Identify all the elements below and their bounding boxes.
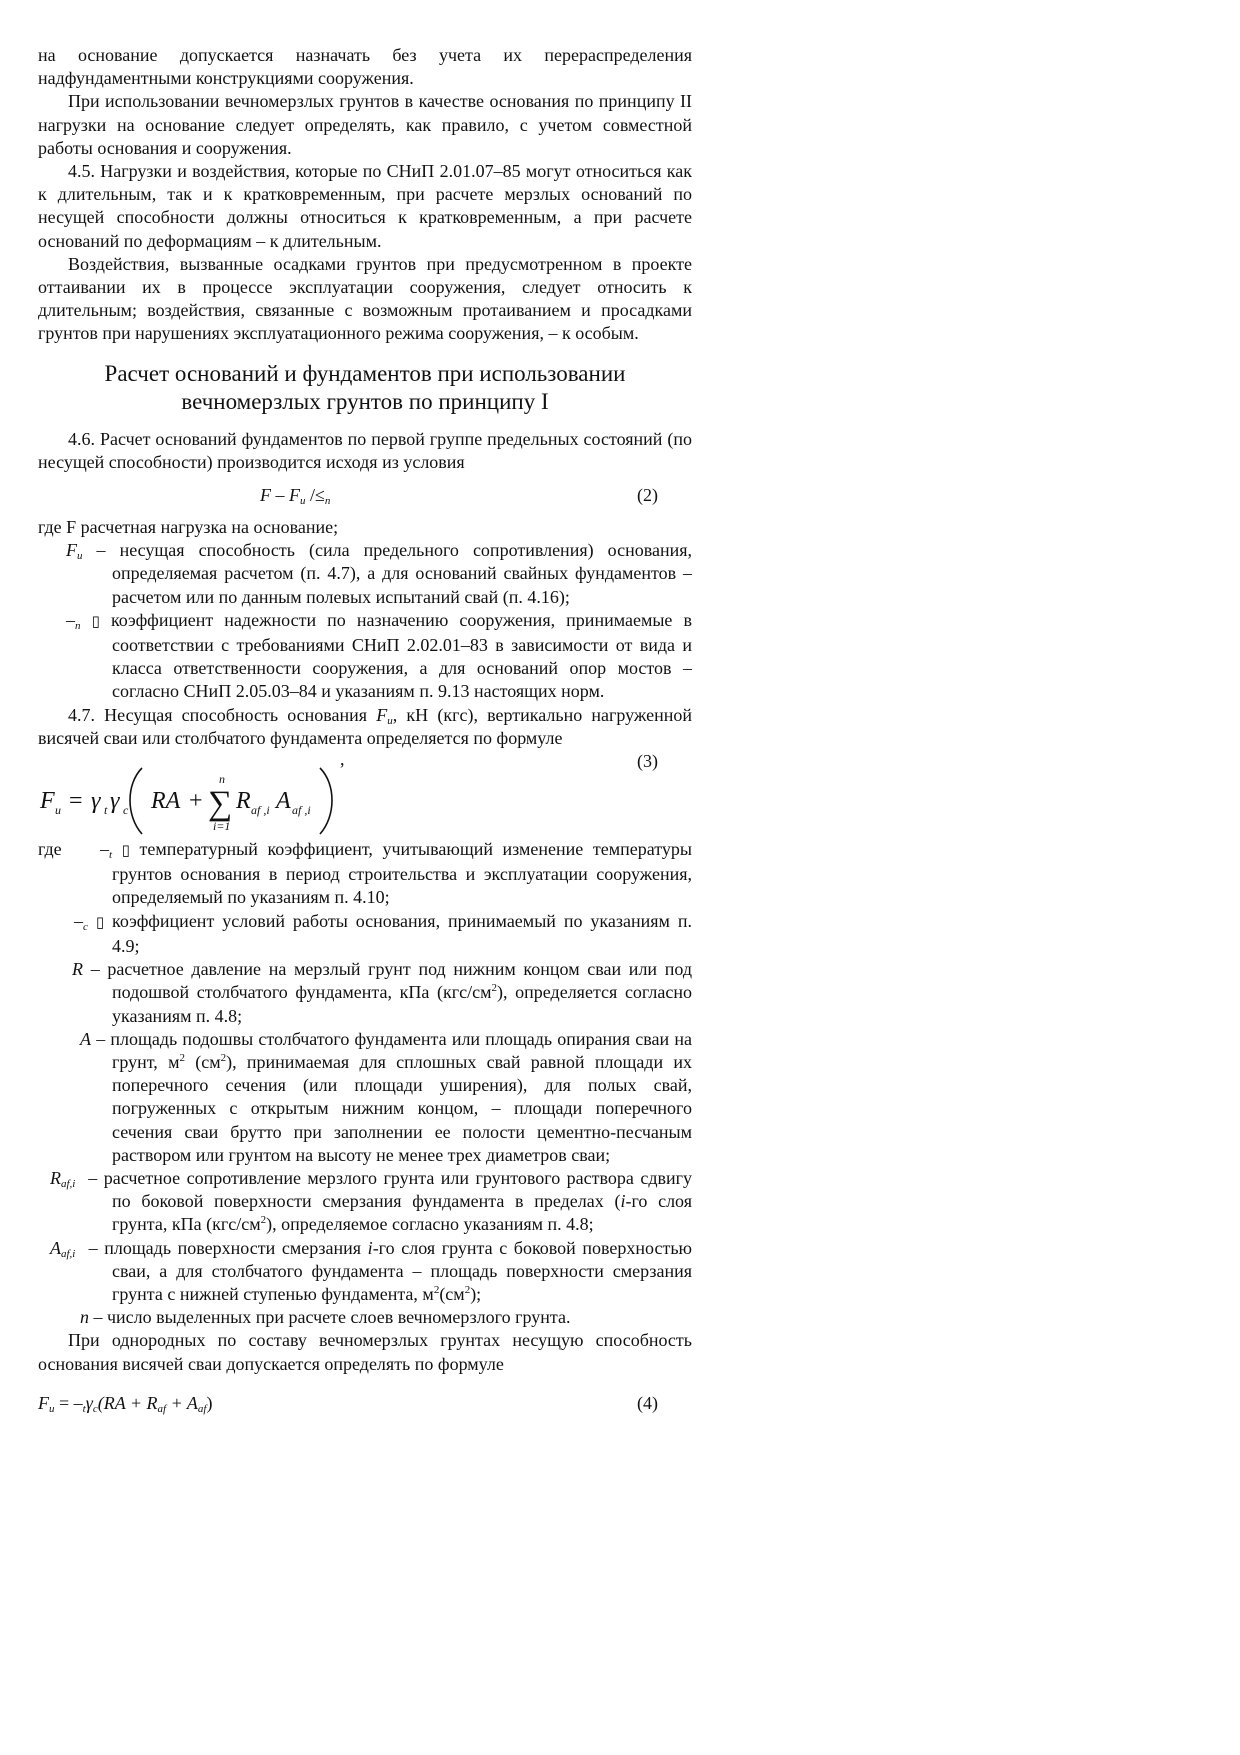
where-F-definition <box>38 516 692 539</box>
definition-R-end: ), определяется согласно указаниям п. 4.8; <box>112 982 692 1026</box>
formula-3-gamma-c: γ <box>110 788 120 815</box>
superscript-2: 2 <box>433 1283 440 1296</box>
superscript-2: 2 <box>464 1283 471 1296</box>
symbol-gamma-t: – <box>100 839 109 860</box>
formula-3-number: (3) <box>637 751 658 772</box>
subscript-n: n <box>75 619 81 632</box>
paragraph-4-7 <box>38 704 692 750</box>
formula-3-RA: RA <box>151 788 181 815</box>
subscript-af-i: af,i <box>61 1247 76 1260</box>
superscript-2: 2 <box>220 1051 227 1064</box>
definition-n <box>38 1306 692 1329</box>
document-page <box>38 44 692 1420</box>
formula-3-left-paren <box>130 768 142 834</box>
symbol-Fu: F <box>66 540 77 561</box>
subscript-t: t <box>109 849 113 862</box>
subscript-u: u <box>77 550 83 563</box>
definition-A-end: ), принимаемая для сплошных свай равной площади их поперечного сечения (или площади уширения), для полых свай, погруженных с открытым нижним концом, – площади поперечного сечения сваи брутто при заполнении ее полости цементно-песчаным раствором или грунтом на высоту не менее трех диаметров сваи; <box>112 1051 693 1165</box>
formula-3-R-sub: af ,i <box>251 803 270 818</box>
definition-Raf-text: – расчетное сопротивление мерзлого грунта или грунтового раствора сдвигу по боковой поверхности смерзания фундамента в пределах ( <box>88 1167 693 1212</box>
paragraph-homogeneous: При однородных по составу вечномерзлых грунтах несущую способность основания висячей сваи допускается определять по формуле <box>38 1330 692 1374</box>
formula-3-c: c <box>123 803 129 818</box>
symbol-Fu: F <box>38 1392 49 1413</box>
symbol-dash: – <box>271 485 289 506</box>
subscript-c: c <box>83 920 88 933</box>
formula-3-gamma-t: γ <box>91 788 101 815</box>
placeholder-box-icon: ▯ <box>91 613 100 630</box>
definition-Raf-end: ), определяемое согласно указаниям п. 4.8; <box>266 1214 594 1235</box>
formula-2 <box>38 476 692 512</box>
definition-Aaf-text: – площадь поверхности смерзания <box>88 1237 368 1258</box>
definition-gamma-c-text: коэффициент условий работы основания, принимаемый по указаниям п. 4.9; <box>104 910 692 956</box>
formula-3-graphic <box>38 750 358 838</box>
paragraph-4-7-text-b: , кН (кгс), вертикально нагруженной висячей сваи или столбчатого фундамента определяется по формуле <box>38 704 693 748</box>
formula-4-close: ) <box>206 1392 213 1413</box>
definition-gamma-n <box>38 609 692 704</box>
subscript-af: af <box>157 1402 167 1415</box>
formula-3-eq: = <box>69 788 83 815</box>
formula-3-sigma: ∑ <box>208 785 233 823</box>
symbol-Fu: F <box>289 485 300 506</box>
formula-2-expression <box>260 484 330 507</box>
superscript-2: 2 <box>260 1214 267 1227</box>
definition-Raf-mid: -го слоя грунта, кПа (кгс/см <box>112 1191 692 1235</box>
paragraph-4-7-text-a: 4.7. Несущая способность основания <box>68 704 377 725</box>
paragraph-principle-ii: При использовании вечномерзлых грунтов в качестве основания по принципу II нагрузки на основание следует определять, как правило, с учетом совместной работы основания и сооружения. <box>38 91 692 158</box>
where-F-text: где F расчетная нагрузка на основание; <box>38 517 339 538</box>
heading-line-1: Расчет оснований и фундаментов при использовании <box>104 360 626 386</box>
formula-4-number: (4) <box>637 1392 658 1413</box>
formula-3-R: R <box>236 788 251 815</box>
formula-3-A: A <box>276 788 291 815</box>
superscript-2: 2 <box>179 1051 185 1064</box>
formula-3 <box>38 750 692 838</box>
formula-3-A-sub: af ,i <box>292 803 311 818</box>
subscript-u: u <box>387 714 393 727</box>
symbol-Aaf: A <box>50 1237 61 1258</box>
formula-4-expression <box>38 1392 212 1415</box>
symbol-A: A <box>80 1028 91 1049</box>
definition-R <box>38 958 692 1028</box>
symbol-Fu: F <box>376 704 388 725</box>
placeholder-box-icon: ▯ <box>121 843 130 860</box>
where-gamma-t-text: температурный коэффициент, учитывающий изменение температуры грунтов основания в период строительства и эксплуатации сооружения, определяемый по указаниям п. 4.10; <box>112 839 693 908</box>
definition-Aaf-end: (см <box>439 1283 465 1304</box>
symbol-slash-le: /≤ <box>305 485 325 506</box>
definition-Aaf-mid: -го слоя грунта с боковой поверхностью сваи, а для столбчатого фундамента – площадь поверхности смерзания грунта с нижней ступенью фундамента, м <box>112 1237 692 1304</box>
formula-3-sigma-bottom: i=1 <box>213 819 231 834</box>
symbol-i: i <box>620 1191 626 1212</box>
formula-3-t: t <box>104 803 108 818</box>
symbol-i: i <box>367 1237 373 1258</box>
paragraph-4-5: 4.5. Нагрузки и воздействия, которые по СНиП 2.01.07–85 могут относиться как к длительным, так и к кратковременным, при расчете мерзлых оснований по несущей способности должны относиться к кратковременным, а при расчете оснований по деформациям – к длительным. <box>38 161 692 251</box>
where-gamma-t <box>38 838 692 910</box>
where-label: где <box>38 839 62 860</box>
formula-3-right-paren <box>320 768 332 834</box>
definition-Fu-text: – несущая способность (сила предельного сопротивления) основания, определяемая расчетом (п. 4.7), а для оснований свайных фундаментов – расчетом или по данным полевых испытаний свай (п. 4.16); <box>96 540 693 607</box>
definition-A-mid: (см <box>184 1051 221 1072</box>
formula-3-comma: , <box>340 749 345 770</box>
subscript-u: u <box>300 495 306 508</box>
subscript-u: u <box>49 1402 55 1415</box>
subscript-af-i: af,i <box>61 1177 76 1190</box>
formula-2-number: (2) <box>637 485 658 506</box>
symbol-R: R <box>72 959 83 980</box>
section-heading <box>38 360 692 416</box>
formula-4-plus-A: + A <box>166 1392 198 1413</box>
symbol-Raf: R <box>50 1167 61 1188</box>
subscript-n: n <box>324 495 331 508</box>
symbol-n: n <box>80 1307 89 1328</box>
definition-gamma-n-text: коэффициент надежности по назначению сооружения, принимаемые в соответствии с требованиями СНиП 2.02.01–83 в зависимости от вида и класса ответственности сооружения, а для оснований опор мостов – согласно СНиП 2.05.03–84 и указаниям п. 9.13 настоящих норм. <box>99 609 693 702</box>
superscript-2: 2 <box>491 982 498 995</box>
formula-4 <box>38 1386 692 1420</box>
symbol-gamma-n: – <box>66 609 75 630</box>
definition-Fu <box>38 539 692 609</box>
formula-3-sigma-top: n <box>219 772 225 787</box>
subscript-af: af <box>197 1402 207 1415</box>
formula-3-lhs-sub: u <box>55 803 61 818</box>
definition-Aaf <box>38 1237 692 1307</box>
formula-4-RA: (RA + R <box>97 1392 158 1413</box>
definition-A <box>38 1028 692 1167</box>
paragraph-impacts: Воздействия, вызванные осадками грунтов при предусмотренном в проекте оттаивании их в процессе эксплуатации сооружения, следует относить к длительным; воздействия, связанные с возможным протаиванием и просадками грунтов при нарушениях эксплуатационного режима сооружения, – к особым. <box>38 253 692 344</box>
symbol-F: F <box>260 485 271 506</box>
symbol-eq: = – <box>54 1392 83 1413</box>
definition-R-text: – расчетное давление на мерзлый грунт под нижним концом сваи или под подошвой столбчатого фундамента, кПа (кгс/см <box>90 959 693 1003</box>
formula-3-lhs: F <box>40 788 55 815</box>
paragraph-4-6: 4.6. Расчет оснований фундаментов по первой группе предельных состояний (по несущей способности) производится исходя из условия <box>38 428 692 472</box>
definition-Aaf-close: ); <box>470 1283 482 1304</box>
placeholder-box-icon: ▯ <box>95 914 105 931</box>
paragraph-continuation: на основание допускается назначать без учета их перераспределения надфундаментными конструкциями сооружения. <box>38 45 692 89</box>
formula-3-plus: + <box>189 788 203 815</box>
definition-gamma-c <box>38 910 692 958</box>
subscript-t: t <box>82 1402 86 1415</box>
definition-n-text: – число выделенных при расчете слоев вечномерзлого грунта. <box>93 1307 571 1328</box>
symbol-gamma: γ <box>85 1392 93 1413</box>
subscript-c: c <box>92 1402 98 1415</box>
symbol-gamma-c: – <box>74 910 83 931</box>
heading-line-2: вечномерзлых грунтов по принципу I <box>181 388 549 414</box>
definition-Raf <box>38 1167 692 1237</box>
definition-A-text: – площадь подошвы столбчатого фундамента или площадь опирания сваи на грунт, м <box>96 1028 692 1072</box>
